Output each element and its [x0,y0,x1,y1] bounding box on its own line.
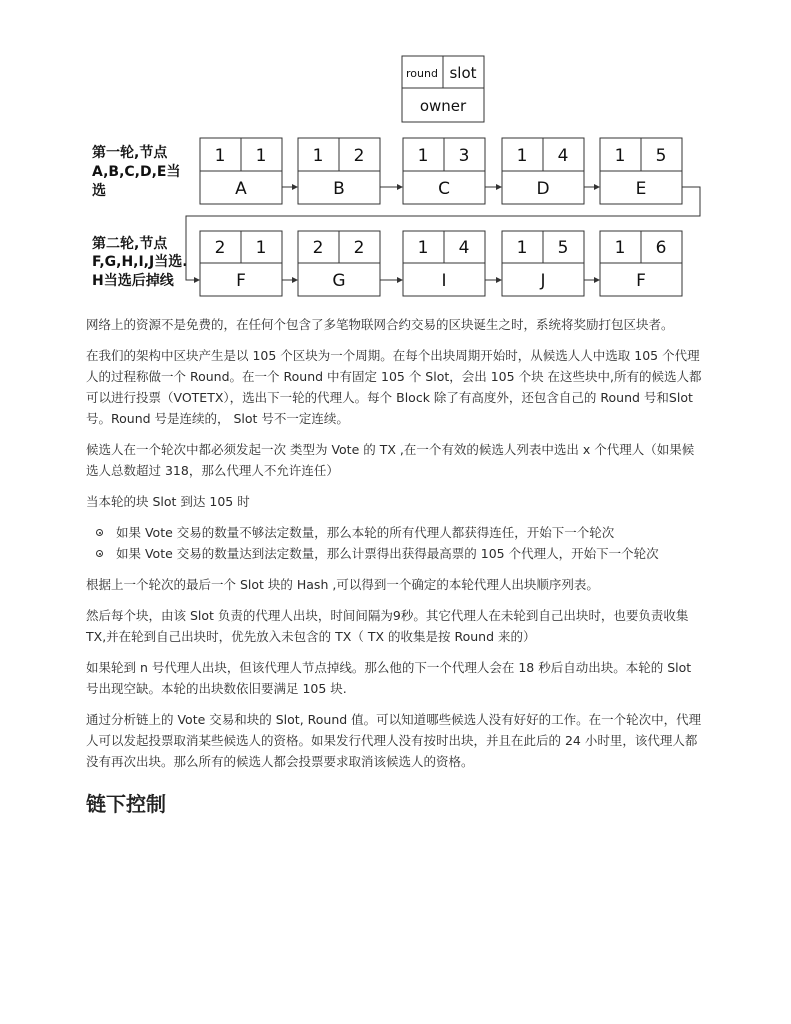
list-item [116,543,706,564]
row2-block-1 [200,231,282,296]
block-owner: F [636,271,646,291]
block-slot: 2 [353,238,365,258]
row1-block-4 [502,138,584,204]
row2-label [92,235,188,289]
block-slot: 1 [255,146,267,166]
paragraph-rewards: 网络上的资源不是免费的，在任何个包含了多笔物联网合约交易的区块诞生之时，系统将奖励打包区块者。 [86,317,674,332]
block-slot: 5 [655,146,667,166]
block-owner: I [441,271,447,291]
row1-block-2 [298,138,380,204]
paragraph-order: 根据上一个轮次的最后一个 Slot 块的 Hash ,可以得到一个确定的本轮代理人出块顺序列表。 [86,577,599,592]
legend-block [402,56,484,122]
bullet-list [86,522,706,564]
block-slot: 3 [458,146,470,166]
block-round: 1 [516,146,528,166]
block-round: 1 [417,146,429,166]
row1-label-line1: 第一轮,节点 [92,145,168,161]
block-round: 1 [417,238,429,258]
block-owner: E [635,179,647,199]
row1-block-5 [600,138,682,204]
block-owner: A [235,179,247,199]
row2-label-line2: F,G,H,I,J当选. [92,254,188,270]
bullet-icon [96,529,103,536]
block-round: 1 [614,238,626,258]
block-owner: G [332,271,346,291]
block-slot: 4 [458,238,470,258]
paragraph-interval: 然后每个块，由该 Slot 负责的代理人出块，时间间隔为9秒。其它代理人在未轮到自己出块时，也要负责收集TX,并在轮到自己出块时，优先放入未包含的 TX（ TX 的收集是按 Round 来的） [86,608,689,644]
bullet-icon [96,550,103,557]
block-owner: J [540,271,546,291]
row1-label-line2: A,B,C,D,E当 [92,164,181,180]
list-item-text: 如果 Vote 交易的数量不够法定数量，那么本轮的所有代理人都获得连任，开始下一个轮次 [116,525,615,540]
legend-slot-label: slot [449,64,477,82]
document-body [86,314,706,818]
list-item [116,522,706,543]
block-round: 1 [214,146,226,166]
list-item-text: 如果 Vote 交易的数量达到法定数量，那么计票得出获得最高票的 105 个代理人，开始下一个轮次 [116,546,659,561]
row2-label-line1: 第二轮,节点 [92,236,168,252]
block-round: 2 [214,238,226,258]
paragraph-offline: 如果轮到 n 号代理人出块，但该代理人节点掉线。那么他的下一个代理人会在 18 秒后自动出块。本轮的 Slot 号出现空缺。本轮的出块数依旧要满足 105 块. [86,660,692,696]
block-slot: 1 [255,238,267,258]
block-owner: F [236,271,246,291]
row2-block-3 [403,231,485,296]
legend-owner-label: owner [419,97,467,115]
paragraph-round-slot: 在我们的架构中区块产生是以 105 个区块为一个周期。在每个出块周期开始时，从候选人人中选取 105 个代理人的过程称做一个 Round。在一个 Round 中有固定 105 个 Slot，会出 105 个块 在这些块中,所有的候选人都可以进行投票（VOTETX），选出下一轮的代理人。每个 Block 除了有高度外，还包含自己的 Round 号和Slot 号。Round 号是连续的， Slot 号不一定连续。 [86,348,702,426]
legend-round-label: round [406,67,438,80]
block-round: 1 [312,146,324,166]
block-owner: C [438,179,450,199]
paragraph-vote: 候选人在一个轮次中都必须发起一次 类型为 Vote 的 TX ,在一个有效的候选人列表中选出 x 个代理人（如果候选人总数超过 318，那么代理人不允许连任） [86,442,695,478]
paragraph-analysis: 通过分析链上的 Vote 交易和块的 Slot, Round 值。可以知道哪些候选人没有好好的工作。在一个轮次中，代理人可以发起投票取消某些候选人的资格。如果发行代理人没有按时出块，并且在此后的 24 小时里，该代理人都没有再次出块。那么所有的候选人都会投票要求取消该候选人的资格。 [86,712,702,769]
block-slot: 6 [655,238,667,258]
row2-block-2 [298,231,380,296]
block-owner: D [536,179,550,199]
block-diagram [0,0,791,310]
block-round: 1 [516,238,528,258]
row2-block-5 [600,231,682,296]
paragraph-slot-105: 当本轮的块 Slot 到达 105 时 [86,494,250,509]
row2-block-4 [502,231,584,296]
block-round: 1 [614,146,626,166]
section-heading: 链下控制 [86,792,166,816]
block-round: 2 [312,238,324,258]
block-slot: 2 [353,146,365,166]
row2-label-line3: H当选后掉线 [92,273,174,289]
row1-block-3 [403,138,485,204]
row1-block-1 [200,138,282,204]
row1-label [92,144,181,199]
block-owner: B [333,179,345,199]
block-slot: 4 [557,146,569,166]
block-slot: 5 [557,238,569,258]
row1-label-line3: 选 [92,183,106,199]
